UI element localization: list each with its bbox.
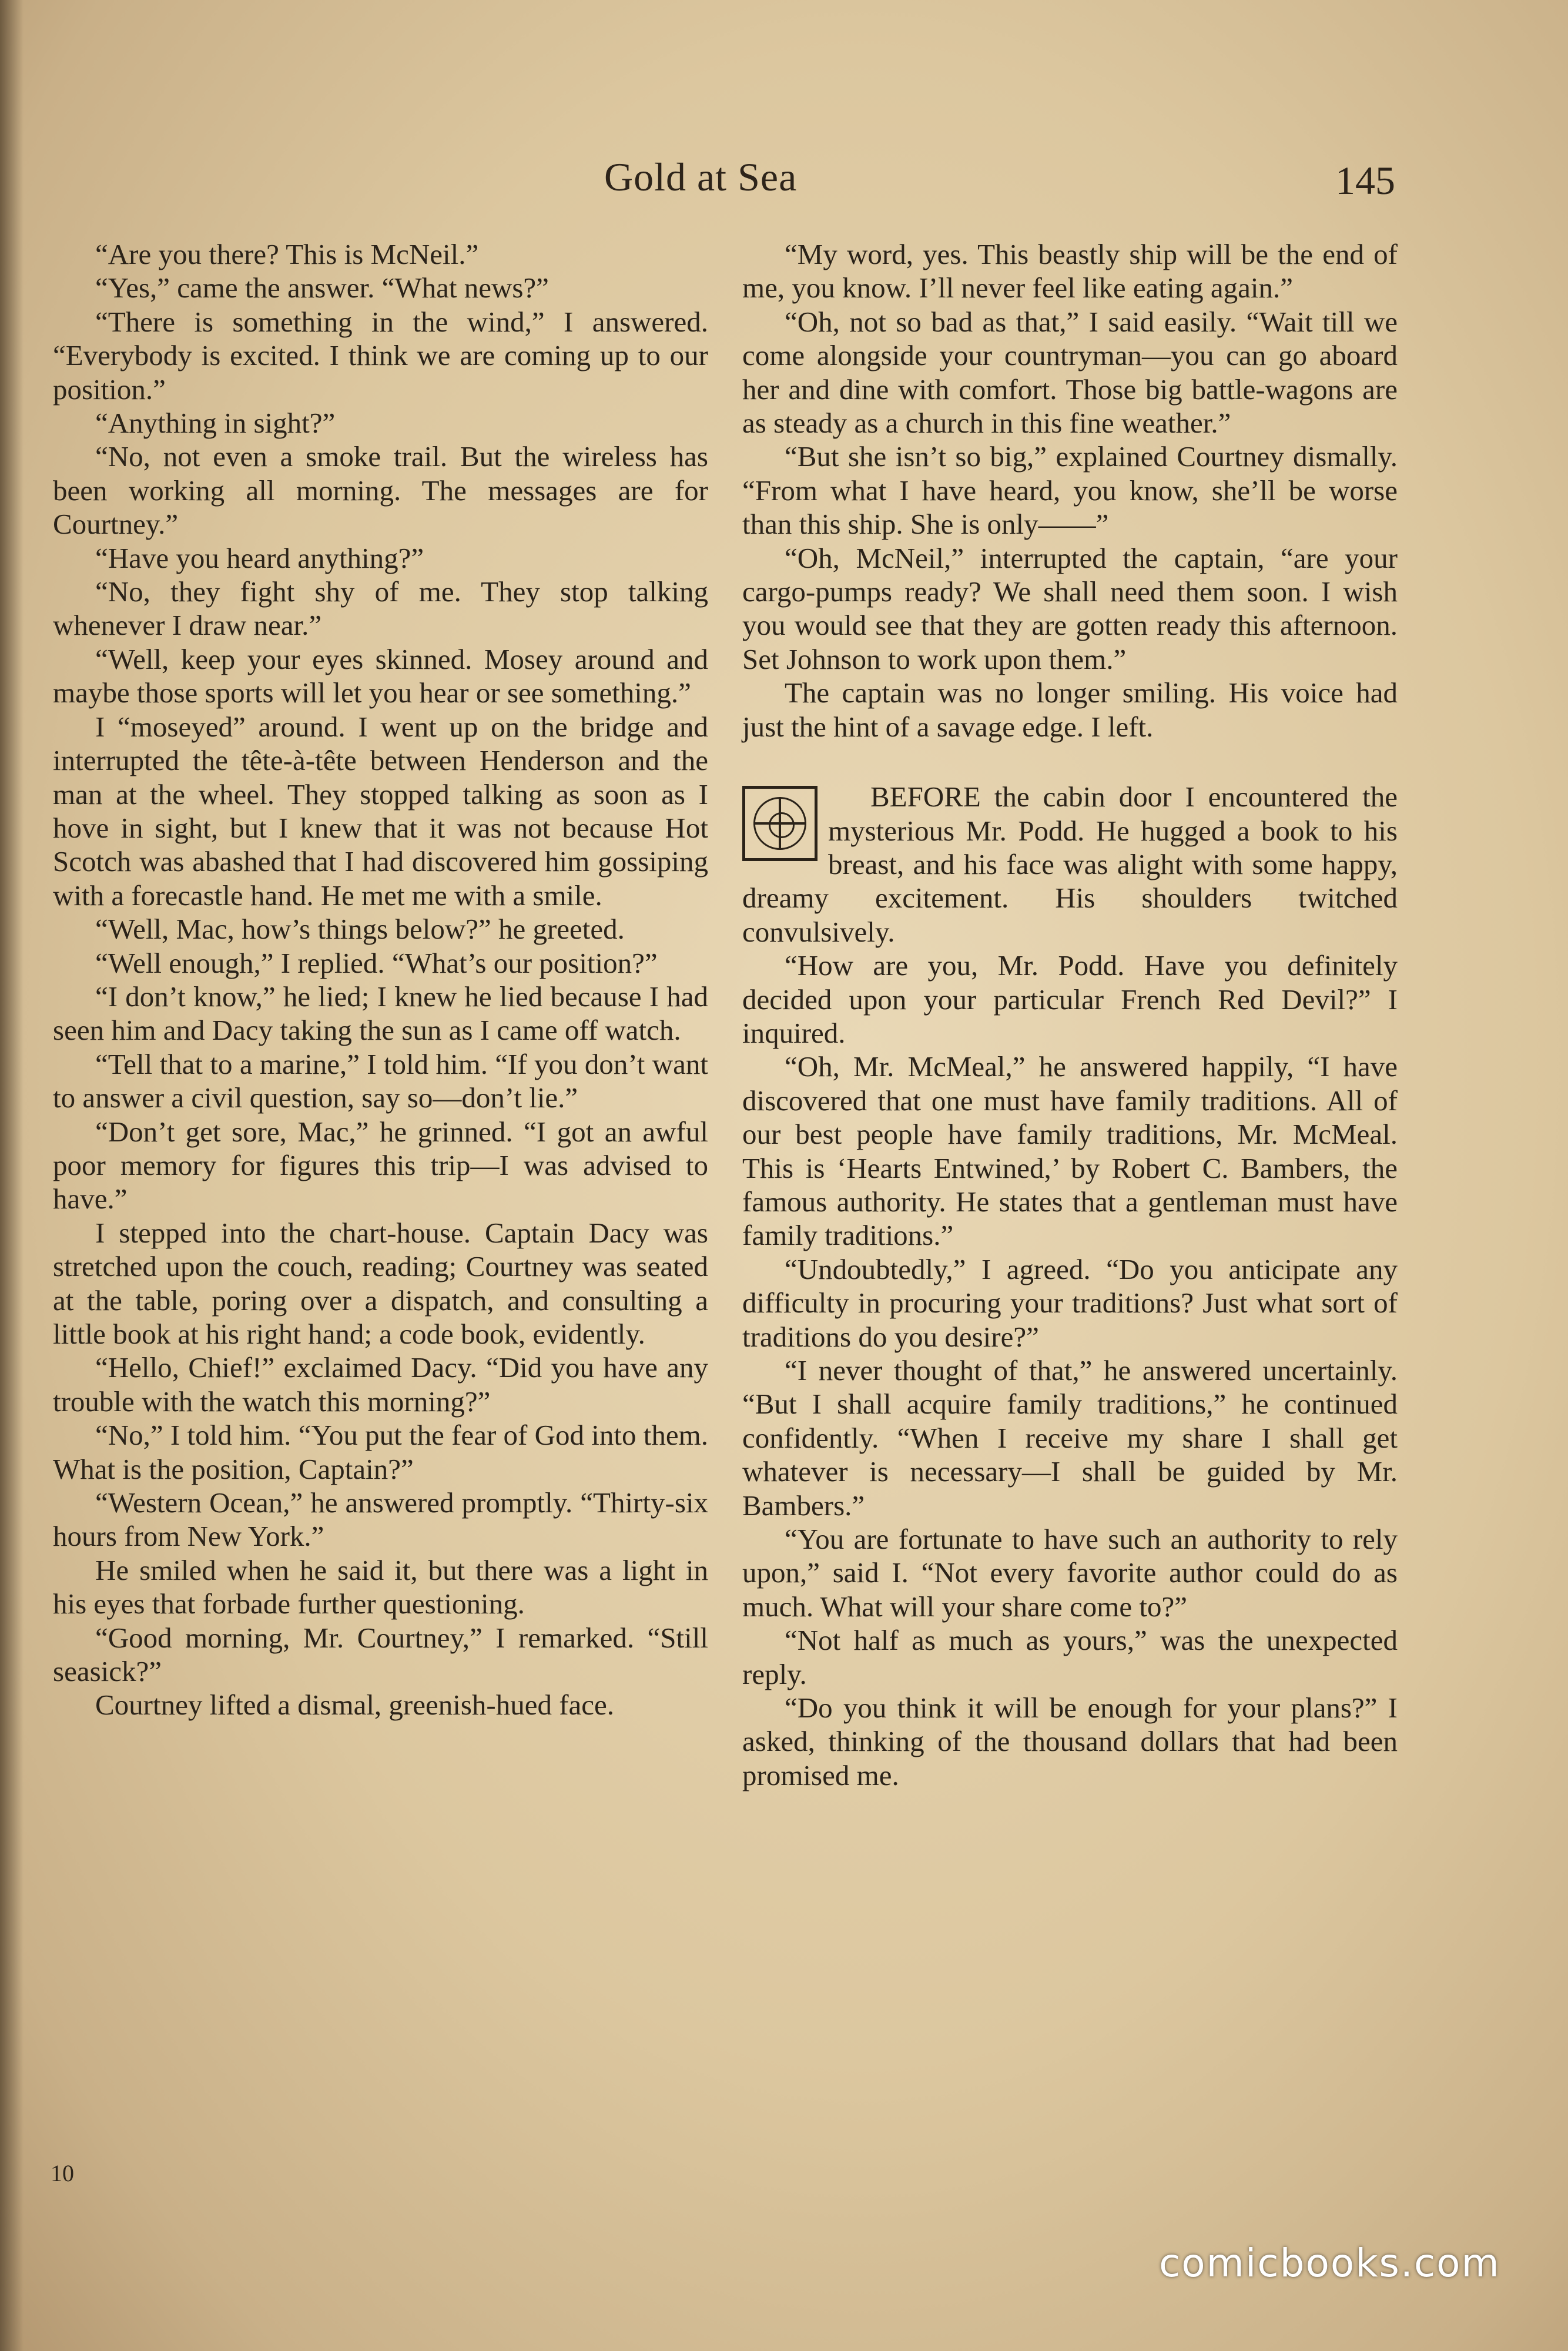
paragraph: “Have you heard anything?” <box>95 541 424 574</box>
site-watermark: comicbooks.com <box>1159 2241 1500 2286</box>
left-column <box>53 237 708 1722</box>
paragraph: “Good morning, Mr. Courtney,” I remarked. “Still seasick?” <box>53 1621 708 1688</box>
paragraph: “Well, Mac, how’s things below?” he greeted. <box>95 913 625 946</box>
signature-mark: 10 <box>51 2160 74 2186</box>
paragraph: “My word, yes. This beastly ship will be the end of me, you know. I’ll never feel like eating again.” <box>742 238 1398 304</box>
decorative-rosette-icon <box>742 786 817 861</box>
paragraph: “Tell that to a marine,” I told him. “If you don’t want to answer a civil question, say so—don’t lie.” <box>53 1047 708 1114</box>
paragraph: “Hello, Chief!” exclaimed Dacy. “Did you have any trouble with the watch this morning?” <box>53 1351 708 1418</box>
paragraph: “I don’t know,” he lied; I knew he lied because I had seen him and Dacy taking the sun as I came off watch. <box>53 980 708 1047</box>
paragraph: “Undoubtedly,” I agreed. “Do you anticipate any difficulty in procuring your traditions? Just what sort of traditions do you desire?” <box>742 1252 1398 1353</box>
page-spine-shadow <box>0 0 24 2351</box>
paragraph: I stepped into the chart-house. Captain Dacy was stretched upon the couch, reading; Courtney was seated at the table, poring over a dispatch, and consulting a little book at his right hand; a code book, evidently. <box>53 1216 708 1350</box>
paragraph: Courtney lifted a dismal, greenish-hued face. <box>95 1689 615 1722</box>
paragraph: He smiled when he said it, but there was a light in his eyes that forbade further questioning. <box>53 1553 708 1620</box>
running-title: Gold at Sea <box>604 155 798 199</box>
paragraph: “Well, keep your eyes skinned. Mosey around and maybe those sports will let you hear or see something.” <box>53 642 708 709</box>
paragraph: “Oh, Mr. McMeal,” he answered happily, “I have discovered that one must have family traditions. All of our best people have family traditions, Mr. McMeal. This is ‘Hearts Entwined,’ by Robert C. Bambers, the famous authority. He states that a gentleman must have family traditions.” <box>742 1050 1398 1252</box>
page-number: 145 <box>1335 158 1395 203</box>
paragraph: “You are fortunate to have such an authority to rely upon,” said I. “Not every favorite author could do as much. What will your share come to?” <box>742 1523 1398 1623</box>
paragraph: “Oh, not so bad as that,” I said easily. “Wait till we come alongside your countryman—you can go aboard her and dine with comfort. Those big battle-wagons are as steady as a church in this fine weather.” <box>742 305 1398 440</box>
paragraph: “No, they fight shy of me. They stop talking whenever I draw near.” <box>53 575 708 642</box>
page-header <box>0 154 1568 207</box>
paragraph: “Oh, McNeil,” interrupted the captain, “are your cargo-pumps ready? We shall need them soon. I wish you would see that they are gotten ready this afternoon. Set Johnson to work upon them.” <box>742 541 1398 675</box>
section-break <box>742 780 1398 949</box>
paragraph: “Western Ocean,” he answered promptly. “Thirty-six hours from New York.” <box>53 1486 708 1553</box>
paragraph: “Do you think it will be enough for your plans?” I asked, thinking of the thousand dollars that had been promised me. <box>742 1692 1398 1791</box>
paragraph: “There is something in the wind,” I answered. “Everybody is excited. I think we are coming up to our position.” <box>53 305 708 406</box>
paragraph: “Well enough,” I replied. “What’s our position?” <box>95 946 658 979</box>
paragraph: “But she isn’t so big,” explained Courtney dismally. “From what I have heard, you know, she’ll be worse than this ship. She is only——” <box>742 440 1398 541</box>
paragraph: “Not half as much as yours,” was the unexpected reply. <box>742 1624 1398 1690</box>
paragraph: “How are you, Mr. Podd. Have you definitely decided upon your particular French Red Devil?” I inquired. <box>742 949 1398 1049</box>
paragraph: “Are you there? This is McNeil.” <box>95 238 479 270</box>
paragraph: “I never thought of that,” he answered uncertainly. “But I shall acquire family traditions,” he continued confidently. “When I receive my share I shall get whatever is necessary—I shall be guided by Mr. Bambers.” <box>742 1354 1398 1522</box>
paragraph: The captain was no longer smiling. His voice had just the hint of a savage edge. I left. <box>742 677 1398 743</box>
paragraph: “Anything in sight?” <box>95 407 336 440</box>
paragraph: “Don’t get sore, Mac,” he grinned. “I got an awful poor memory for figures this trip—I was advised to have.” <box>53 1115 708 1215</box>
section-opening-paragraph: BEFORE the cabin door I encountered the mysterious Mr. Podd. He hugged a book to his breast, and his face was alight with some happy, dreamy excitement. His shoulders twitched convulsively. <box>742 781 1398 948</box>
paragraph: “No, not even a smoke trail. But the wireless has been working all morning. The messages are for Courtney.” <box>53 440 708 541</box>
paragraph: “No,” I told him. “You put the fear of God into them. What is the position, Captain?” <box>53 1419 708 1485</box>
right-column <box>742 237 1398 1792</box>
paragraph: I “moseyed” around. I went up on the bridge and interrupted the tête-à-tête between Henderson and the man at the wheel. They stopped talking as soon as I hove in sight, but I knew that it was not because Hot Scotch was abashed that I had discovered him gossiping with a forecastle hand. He met me with a smile. <box>53 710 708 912</box>
paragraph: “Yes,” came the answer. “What news?” <box>95 272 549 304</box>
